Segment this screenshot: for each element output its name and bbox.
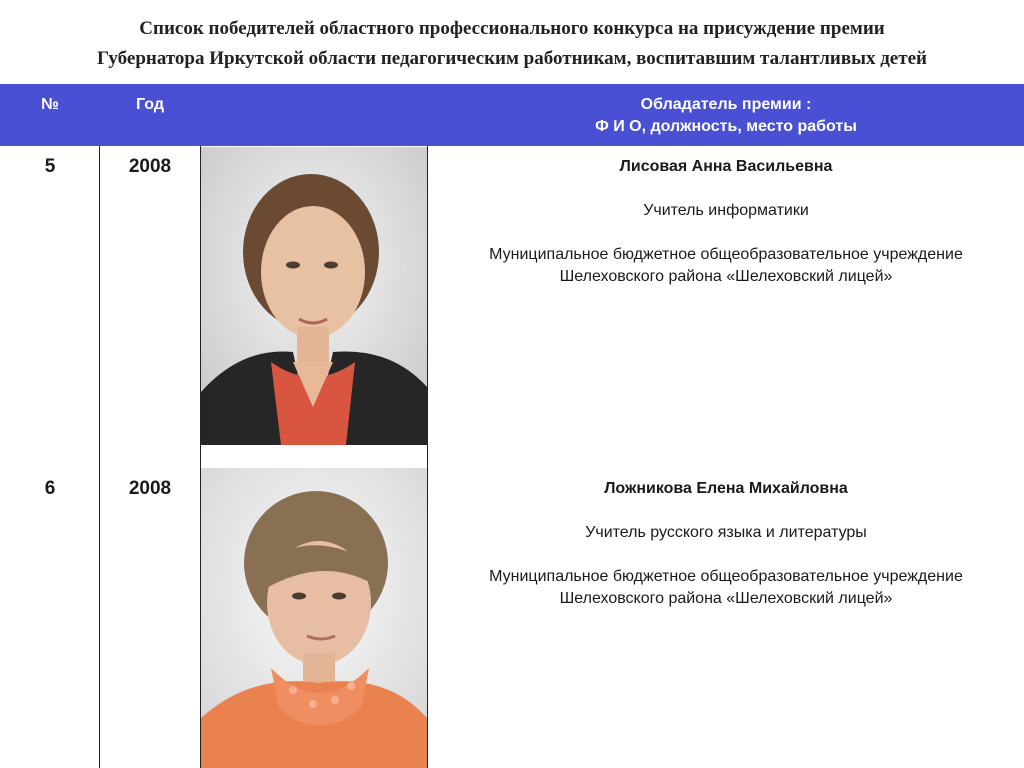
winner-photo (201, 468, 427, 768)
workplace-line-1: Муниципальное бюджетное общеобразовательное учреждение (489, 246, 963, 263)
winner-position: Учитель русского языка и литературы (585, 524, 867, 541)
winner-info (428, 478, 1024, 610)
winner-name: Ложникова Елена Михайловна (604, 480, 848, 497)
title-line-2: Губернатора Иркутской области педагогическим работникам, воспитавшим талантливых детей (97, 48, 927, 69)
row-number: 6 (44, 478, 56, 499)
winner-name: Лисовая Анна Васильевна (619, 158, 833, 175)
header-year: Год (136, 96, 164, 113)
document-title (0, 14, 1024, 74)
winner-info (428, 156, 1024, 288)
winner-photo (201, 147, 427, 445)
header-owner-line-1: Обладатель премии : (640, 96, 812, 113)
header-number: № (41, 96, 59, 113)
portrait-image (201, 147, 427, 445)
workplace-line-1: Муниципальное бюджетное общеобразовательное учреждение (489, 568, 963, 585)
winner-position: Учитель информатики (643, 202, 809, 219)
row-year: 2008 (128, 156, 172, 177)
row-year: 2008 (128, 478, 172, 499)
table-header (0, 84, 1024, 146)
workplace-line-2: Шелеховского района «Шелеховский лицей» (559, 268, 893, 285)
column-divider (99, 146, 100, 768)
header-owner (428, 94, 1024, 138)
workplace-line-2: Шелеховского района «Шелеховский лицей» (559, 590, 893, 607)
winner-workplace (428, 244, 1024, 288)
header-owner-line-2: Ф И О, должность, место работы (595, 118, 857, 135)
title-line-1: Список победителей областного профессионального конкурса на присуждение премии (139, 18, 885, 39)
portrait-image (201, 468, 427, 768)
winner-workplace (428, 566, 1024, 610)
row-number: 5 (44, 156, 56, 177)
